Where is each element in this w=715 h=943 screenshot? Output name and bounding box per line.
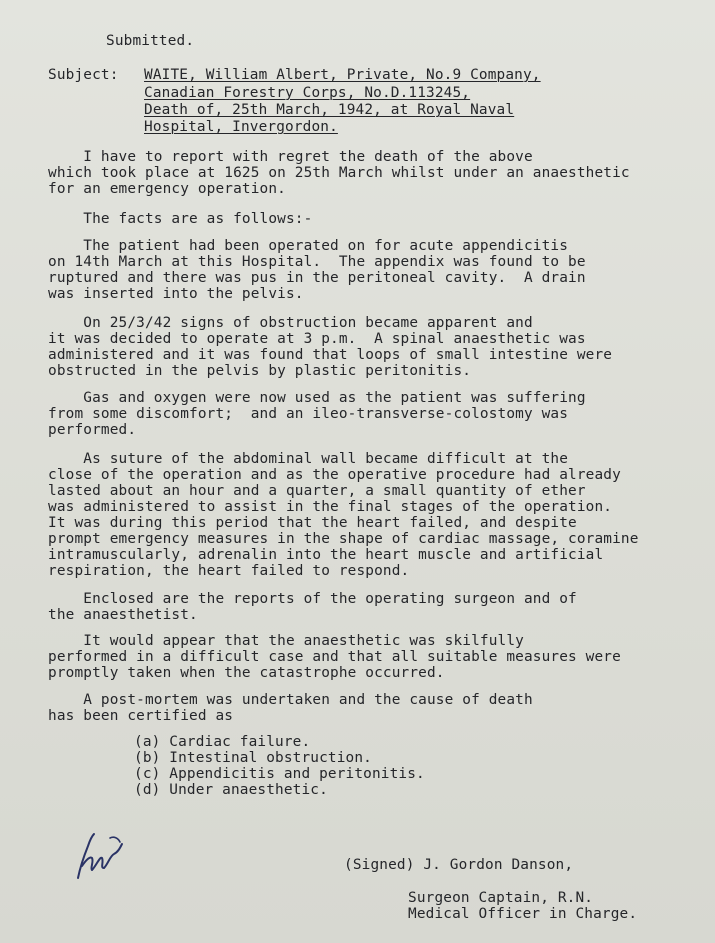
body-line: close of the operation and as the operative procedure had already — [48, 467, 621, 483]
body-line: was inserted into the pelvis. — [48, 286, 304, 302]
body-line: it was decided to operate at 3 p.m. A spinal anaesthetic was — [48, 331, 586, 347]
subject-line: Canadian Forestry Corps, No.D.113245, — [144, 85, 471, 101]
body-line: intramuscularly, adrenalin into the heart muscle and artificial — [48, 547, 604, 563]
body-line: A post-mortem was undertaken and the cause of death — [48, 692, 533, 708]
cause-item: (d) Under anaesthetic. — [134, 782, 328, 798]
body-line: It was during this period that the heart failed, and despite — [48, 515, 577, 531]
subject-line: Death of, 25th March, 1942, at Royal Naval — [144, 102, 515, 118]
subject-line: Hospital, Invergordon. — [144, 119, 338, 135]
signature-title: Medical Officer in Charge. — [408, 906, 638, 922]
body-line: obstructed in the pelvis by plastic peritonitis. — [48, 363, 472, 379]
body-line: promptly taken when the catastrophe occurred. — [48, 665, 445, 681]
body-line: performed. — [48, 422, 137, 438]
body-line: The patient had been operated on for acute appendicitis — [48, 238, 569, 254]
cause-item: (b) Intestinal obstruction. — [134, 750, 372, 766]
body-line: which took place at 1625 on 25th March whilst under an anaesthetic — [48, 165, 630, 181]
body-line: performed in a difficult case and that all suitable measures were — [48, 649, 621, 665]
body-line: The facts are as follows:- — [48, 211, 313, 227]
body-line: from some discomfort; and an ileo-transverse-colostomy was — [48, 406, 569, 422]
subject-line: WAITE, William Albert, Private, No.9 Company, — [144, 67, 541, 83]
body-line: for an emergency operation. — [48, 181, 286, 197]
handwritten-initials-mark — [70, 826, 130, 886]
body-line: the anaesthetist. — [48, 607, 198, 623]
body-line: Enclosed are the reports of the operating surgeon and of — [48, 591, 577, 607]
body-line: I have to report with regret the death of the above — [48, 149, 533, 165]
body-line: on 14th March at this Hospital. The appendix was found to be — [48, 254, 586, 270]
body-line: ruptured and there was pus in the peritoneal cavity. A drain — [48, 270, 586, 286]
body-line: Gas and oxygen were now used as the patient was suffering — [48, 390, 586, 406]
cause-item: (c) Appendicitis and peritonitis. — [134, 766, 425, 782]
body-line: On 25/3/42 signs of obstruction became apparent and — [48, 315, 533, 331]
body-line: respiration, the heart failed to respond. — [48, 563, 410, 579]
body-line: prompt emergency measures in the shape of cardiac massage, coramine — [48, 531, 639, 547]
body-line: It would appear that the anaesthetic was skilfully — [48, 633, 524, 649]
body-line: lasted about an hour and a quarter, a small quantity of ether — [48, 483, 586, 499]
cause-item: (a) Cardiac failure. — [134, 734, 311, 750]
submitted-text: Submitted. — [106, 33, 195, 49]
signed-line: (Signed) J. Gordon Danson, — [344, 857, 574, 873]
body-line: As suture of the abdominal wall became difficult at the — [48, 451, 569, 467]
body-line: has been certified as — [48, 708, 234, 724]
body-line: administered and it was found that loops of small intestine were — [48, 347, 613, 363]
subject-label: Subject: — [48, 67, 119, 83]
signature-title: Surgeon Captain, R.N. — [408, 890, 594, 906]
body-line: was administered to assist in the final stages of the operation. — [48, 499, 613, 515]
